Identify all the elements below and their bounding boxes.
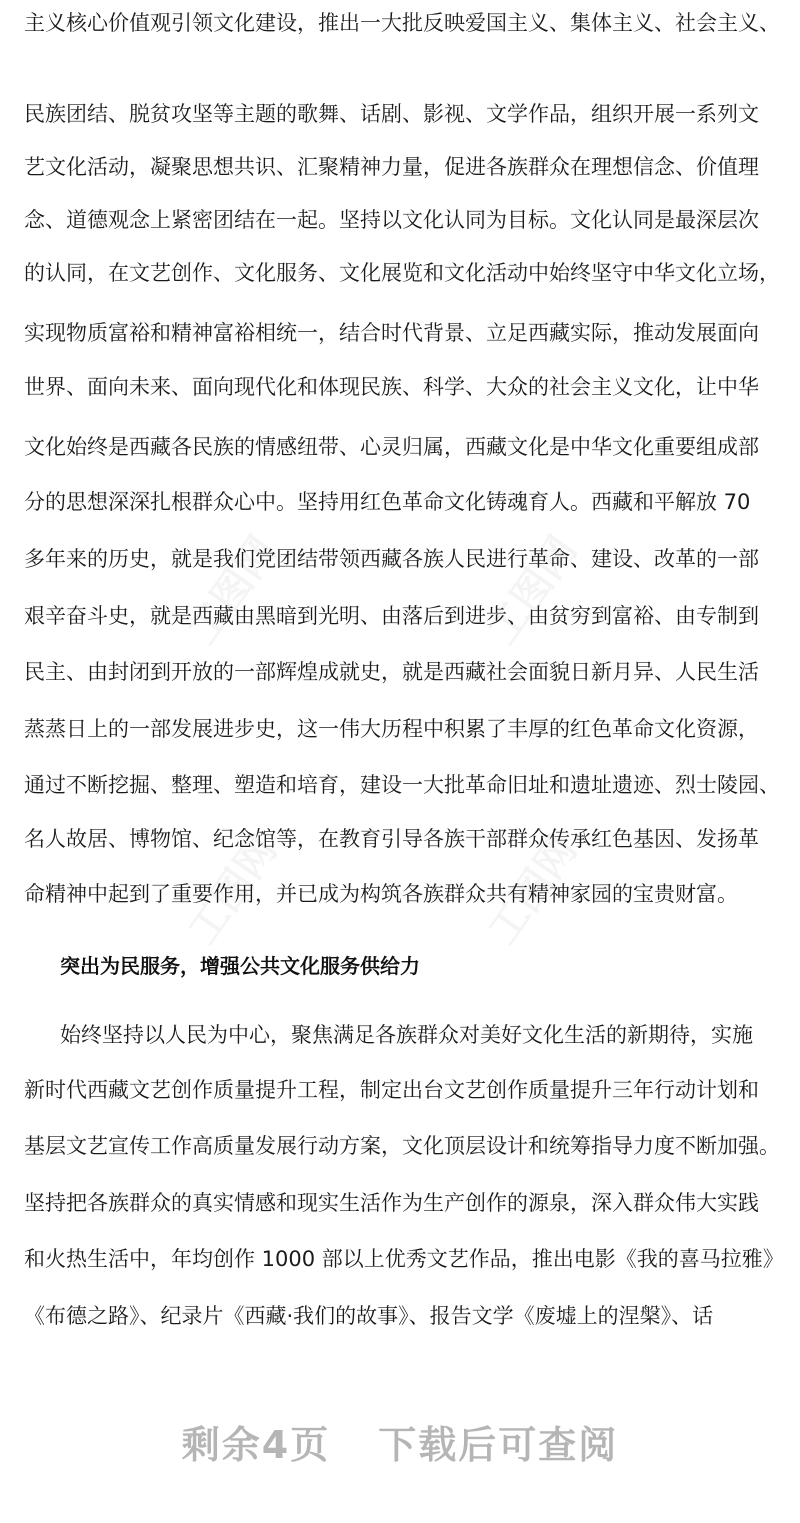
paragraph-line: 艰辛奋斗史，就是西藏由黑暗到光明、由落后到进步、由贫穷到富裕、由专制到 [24, 604, 759, 628]
watermark-logo [172, 523, 288, 654]
paragraph-line: 文化始终是西藏各民族的情感纽带、心灵归属，西藏文化是中华文化重要组成部 [24, 435, 759, 459]
paragraph-line: 念、道德观念上紧密团结在一起。坚持以文化认同为目标。文化认同是最深层次 [24, 208, 759, 232]
watermark-logo [472, 523, 588, 654]
paragraph-line: 的认同，在文艺创作、文化服务、文化展览和文化活动中始终坚守中华文化立场， [24, 261, 780, 285]
paragraph-line: 坚持把各族群众的真实情感和现实生活作为生产创作的源泉，深入群众伟大实践 [24, 1191, 759, 1215]
paragraph-line: 实现物质富裕和精神富裕相统一，结合时代背景、立足西藏实际，推动发展面向 [24, 321, 759, 345]
paragraph-line: 基层文艺宣传工作高质量发展行动方案，文化顶层设计和统筹指导力度不断加强。 [24, 1134, 780, 1158]
download-hint-label: 下载后可查阅 [378, 1423, 619, 1467]
paragraph-line: 命精神中起到了重要作用，并已成为构筑各族群众共有精神家园的宝贵财富。 [24, 882, 738, 906]
paragraph-line: 《布德之路》、纪录片《西藏·我们的故事》、报告文学《废墟上的涅槃》、话 [24, 1304, 714, 1328]
paragraph-line: 民族团结、脱贫攻坚等主题的歌舞、话剧、影视、文学作品，组织开展一系列文 [24, 102, 759, 126]
remaining-pages-label: 剩余4页 [181, 1423, 331, 1467]
paragraph-line: 分的思想深深扎根群众心中。坚持用红色革命文化铸魂育人。西藏和平解放 70 [24, 490, 751, 514]
paragraph-line: 艺文化活动，凝聚思想共识、汇聚精神力量，促进各族群众在理想信念、价值理 [24, 155, 759, 179]
paragraph-line: 蒸蒸日上的一部发展进步史，这一伟大历程中积累了丰厚的红色革命文化资源， [24, 717, 759, 741]
section-heading: 突出为民服务，增强公共文化服务供给力 [60, 954, 420, 978]
paragraph-line: 主义核心价值观引领文化建设，推出一大批反映爱国主义、集体主义、社会主义、 [24, 11, 780, 35]
paragraph-line: 通过不断挖掘、整理、塑造和培育，建设一大批革命旧址和遗址遗迹、烈士陵园、 [24, 773, 780, 797]
paragraph-line: 世界、面向未来、面向现代化和体现民族、科学、大众的社会主义文化，让中华 [24, 375, 759, 399]
paragraph-line: 民主、由封闭到开放的一部辉煌成就史，就是西藏社会面貌日新月异、人民生活 [24, 660, 759, 684]
paragraph-line: 始终坚持以人民为中心，聚焦满足各族群众对美好文化生活的新期待，实施 [60, 1023, 753, 1047]
paragraph-line: 和火热生活中，年均创作 1000 部以上优秀文艺作品，推出电影《我的喜马拉雅》 [24, 1247, 784, 1271]
paragraph-line: 名人故居、博物馆、纪念馆等，在教育引导各族干部群众传承红色基因、发扬革 [24, 827, 759, 851]
paragraph-line: 新时代西藏文艺创作质量提升工程，制定出台文艺创作质量提升三年行动计划和 [24, 1078, 759, 1102]
paragraph-line: 多年来的历史，就是我们党团结带领西藏各族人民进行革命、建设、改革的一部 [24, 547, 759, 571]
download-prompt[interactable] [0, 1420, 800, 1470]
